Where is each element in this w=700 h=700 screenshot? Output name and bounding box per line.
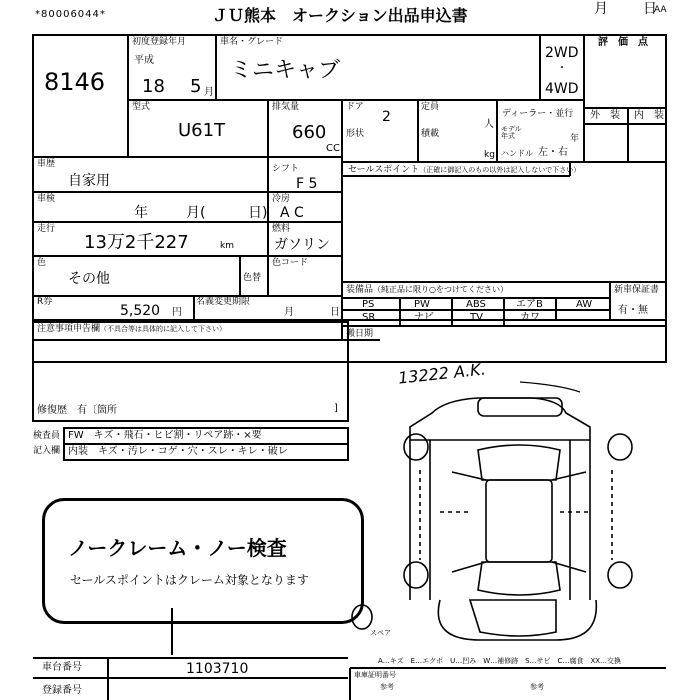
rating-interior: 内 装 [634, 110, 664, 121]
caution-label: 注意事項申告欄（不具合等は具体的に記入して下さい） [37, 324, 227, 334]
import-label: 搬日期 [346, 329, 374, 339]
inspection-label: 車検 [37, 194, 56, 204]
shift-label: シフト [272, 164, 300, 174]
dealer-label: ディーラー・並行 [502, 109, 574, 119]
color-value: その他 [68, 271, 110, 287]
car-damage-diagram [352, 382, 632, 640]
rating-label: 評 価 点 [598, 37, 648, 48]
sales-point-label: セールスポイント（正確に御記入のもの以外は記入しないで下さい） [348, 165, 581, 175]
equip-ps: PS [362, 299, 375, 310]
equip-abs: ABS [466, 299, 486, 310]
footer-ref1: 参考 [380, 683, 394, 691]
ac-label: 冷房 [272, 194, 291, 204]
handle-label: ハンドル [501, 149, 533, 158]
repair-bracket: ] [334, 403, 338, 414]
no-claim-box [42, 498, 364, 624]
handle-value: 左・右 [538, 147, 568, 158]
inspector-label1: 検査員 [33, 431, 61, 441]
first-reg-label: 初度登録年月 [132, 37, 187, 47]
form-title: ＪＵ熊本 オークション出品申込書 [212, 6, 468, 25]
tax-month: 月 [284, 307, 294, 318]
handwritten-code: 13222 A.K. [397, 359, 487, 388]
warranty-label: 新車保証書 [614, 285, 660, 295]
spare-label: スペア [370, 629, 391, 637]
equip-leather: カワ [520, 312, 540, 323]
inspector-row2: 内装 キズ・汚レ・コゲ・穴・スレ・キレ・破レ [68, 446, 288, 457]
history-label: 車歴 [37, 159, 56, 169]
mileage-value: 13万2千227 [84, 232, 189, 253]
displacement-value: 660 [292, 122, 327, 143]
equip-aw: AW [576, 299, 593, 310]
damage-legend: A…キズ E…エクボ U…凹み W…補修跡 S…サビ C…腐食 XX…交換 [378, 657, 622, 665]
recycle-label: R券 [37, 297, 53, 307]
model-year-unit: 年 [570, 134, 580, 144]
lot-number: 8146 [44, 68, 106, 96]
recycle-value: 5,520 [120, 303, 161, 319]
repair-history: 修復歴 有〔箇所 [37, 405, 117, 416]
color-change-label: 色替 [243, 273, 262, 283]
fuel-value: ガソリン [274, 237, 330, 253]
loading-unit: kg [484, 150, 495, 160]
date-month: 月 [594, 1, 608, 17]
footer-garage: 車庫証明番号 [354, 671, 396, 679]
registration-label: 登録番号 [42, 685, 82, 696]
loading-label: 積載 [421, 129, 440, 139]
equip-pw: PW [414, 299, 430, 310]
model-value: U61T [178, 120, 226, 141]
equip-navi: ナビ [414, 312, 434, 323]
first-reg-year: 18 [142, 76, 165, 97]
inspector-row1: FW キズ・飛石・ヒビ割・リペア跡・×要 [68, 430, 262, 441]
first-reg-month: 5 [190, 76, 202, 97]
chassis-label: 車台番号 [42, 662, 82, 673]
inspection-day: 日) [248, 205, 268, 221]
rating-exterior: 外 装 [590, 110, 620, 121]
chassis-value: 1103710 [186, 661, 249, 677]
drive-4wd: 4WD [545, 81, 579, 97]
date-suffix: AA [654, 5, 667, 15]
history-value: 自家用 [68, 173, 110, 189]
fuel-label: 燃料 [272, 224, 291, 234]
model-label: 型式 [132, 102, 151, 112]
capacity-label: 定員 [421, 102, 440, 112]
first-reg-month-unit: 月 [204, 87, 214, 98]
no-claim-subtitle: セールスポイントはクレーム対象となります [70, 573, 309, 587]
shift-value: F 5 [296, 176, 318, 192]
tax-label: 名義変更期限 [196, 297, 251, 307]
first-reg-era: 平成 [134, 55, 154, 66]
car-name-value: ミニキャブ [230, 58, 341, 83]
car-name-label: 車名・グレード [220, 37, 284, 47]
color-code-label: 色コード [272, 258, 309, 268]
doors-label: ドア [346, 102, 364, 112]
equip-airbag: エアB [516, 299, 543, 310]
color-label: 色 [37, 258, 47, 268]
mileage-label: 走行 [37, 224, 56, 234]
drive-2wd: 2WD [545, 45, 579, 61]
drive-sep: ・ [557, 63, 567, 74]
equipment-label: 装備品（純正品に限り○をつけてください） [346, 285, 508, 295]
footer-ref2: 参考 [530, 683, 544, 691]
shape-label: 形状 [346, 129, 365, 139]
inspection-year: 年 [134, 205, 148, 221]
warranty-value: 有・無 [618, 305, 648, 316]
equip-tv: TV [470, 312, 483, 323]
displacement-label: 排気量 [272, 102, 300, 112]
recycle-unit: 円 [172, 307, 182, 318]
serial-barcode: *80006044* [35, 9, 106, 20]
displacement-unit: CC [326, 143, 340, 154]
mileage-unit: km [220, 241, 234, 251]
inspection-month: 月( [186, 205, 206, 221]
doors-value: 2 [382, 109, 391, 125]
tax-day: 日 [330, 307, 340, 318]
model-year-label: モデル 年式 [501, 125, 522, 140]
inspector-label2: 記入欄 [33, 446, 61, 456]
capacity-unit: 人 [484, 119, 494, 130]
date-day: 日 [643, 1, 657, 17]
ac-value: A C [280, 205, 304, 221]
no-claim-title: ノークレーム・ノー検査 [68, 536, 287, 560]
equip-sr: SR [362, 312, 376, 323]
